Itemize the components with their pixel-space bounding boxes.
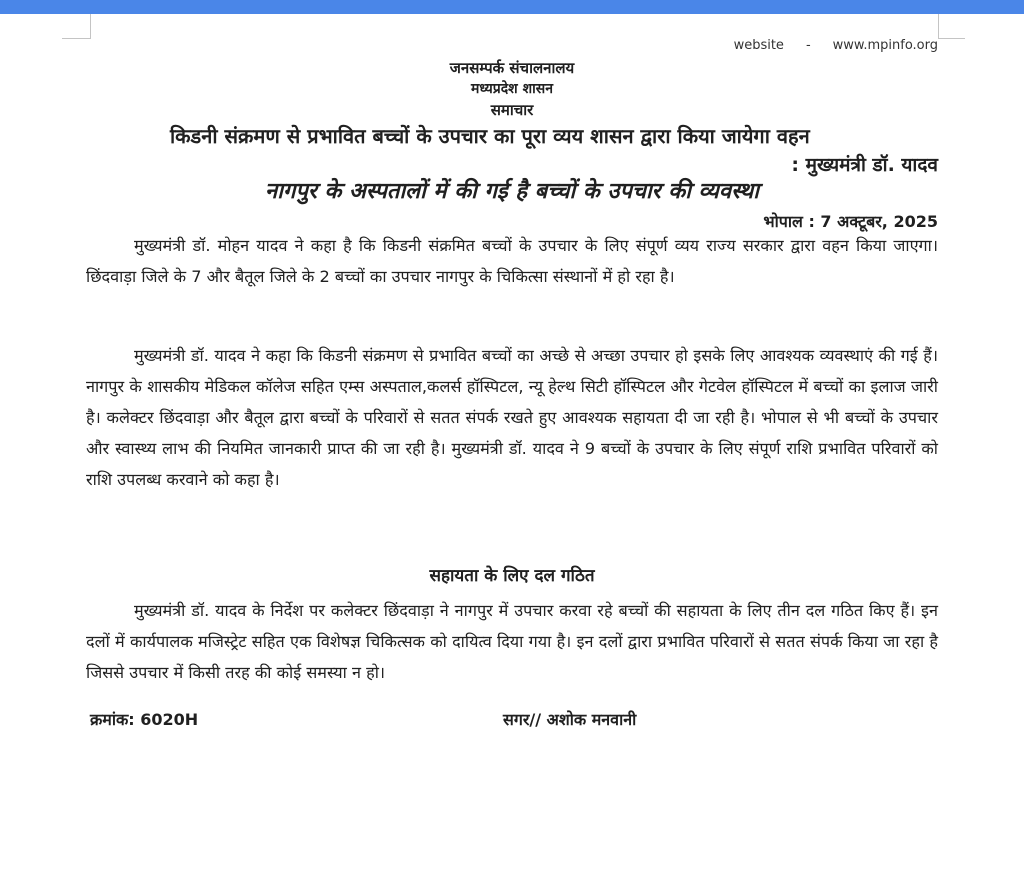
- serial-number: क्रमांक: 6020H: [90, 710, 199, 729]
- dateline: भोपाल : 7 अक्टूबर, 2025: [763, 212, 938, 231]
- signature-line: सगर// अशोक मनवानी: [503, 710, 637, 729]
- paragraph-1: मुख्यमंत्री डॉ. मोहन यादव ने कहा है कि किडनी संक्रमित बच्चों के उपचार के लिए संपूर्ण व्यय राज्य सरकार द्वारा वहन किया जाएगा। छिंदवाड़ा जिले के 7 और बैतूल जिले के 2 बच्चों का उपचार नागपुर के चिकित्सा संस्थानों में हो रहा है।: [86, 236, 938, 286]
- headline: किडनी संक्रमण से प्रभावित बच्चों के उपचार का पूरा व्यय शासन द्वारा किया जायेगा वहन: [170, 124, 810, 148]
- website-label: website: [733, 38, 784, 53]
- document-type: समाचार: [490, 101, 534, 119]
- crop-mark-top-left: [62, 14, 91, 39]
- website-separator: -: [805, 38, 811, 53]
- paragraph-2: मुख्यमंत्री डॉ. यादव ने कहा कि किडनी संक्रमण से प्रभावित बच्चों का अच्छे से अच्छा उपचार हो इसके लिए आवश्यक व्यवस्थाएं की गई हैं। नागपुर के शासकीय मेडिकल कॉलेज सहित एम्स अस्पताल,कलर्स हॉस्पिटल, न्यू हेल्थ सिटी हॉस्पिटल और गेटवेल हॉस्पिटल में बच्चों का इलाज जारी है। कलेक्टर छिंदवाड़ा और बैतूल द्वारा बच्चों के परिवारों से सतत संपर्क रखते हुए आवश्यक सहायता दी जा रही है। भोपाल से भी बच्चों के उपचार और स्वास्थ्य लाभ की नियमित जानकारी प्राप्त की जा रही है। मुख्यमंत्री डॉ. यादव ने 9 बच्चों के उपचार के लिए संपूर्ण राशि प्रभावित परिवारों को राशि उपलब्ध करवाने को कहा है।: [86, 346, 938, 489]
- paragraph-3: मुख्यमंत्री डॉ. यादव के निर्देश पर कलेक्टर छिंदवाड़ा ने नागपुर में उपचार करवा रहे बच्चों की सहायता के लिए तीन दल गठित किए हैं। इन दलों में कार्यपालक मजिस्ट्रेट सहित एक विशेषज्ञ चिकित्सक को दायित्व दिया गया है। इन दलों द्वारा प्रभावित परिवारों से सतत संपर्क किया जा रहा है जिससे उपचार में किसी तरह की कोई समस्या न हो।: [86, 601, 938, 682]
- headline-attribution: : मुख्यमंत्री डॉ. यादव: [791, 154, 938, 176]
- top-accent-bar: [0, 0, 1024, 14]
- org-name: जनसम्पर्क संचालनालय: [449, 59, 575, 77]
- government-name: मध्यप्रदेश शासन: [471, 81, 553, 97]
- section-heading: सहायता के लिए दल गठित: [429, 566, 595, 586]
- crop-mark-top-right: [938, 14, 965, 39]
- website-line: [734, 38, 938, 53]
- website-url[interactable]: www.mpinfo.org: [832, 38, 938, 53]
- subheadline: नागपुर के अस्पतालों में की गई है बच्चों के उपचार की व्यवस्था: [265, 179, 759, 204]
